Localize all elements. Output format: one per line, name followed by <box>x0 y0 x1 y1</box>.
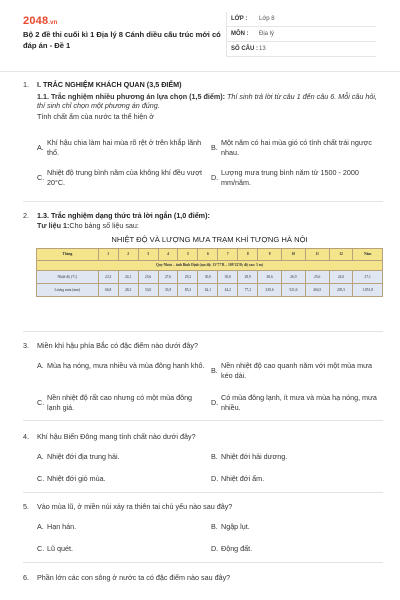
table-cell: 62,1 <box>198 284 218 297</box>
option-text: Nhiệt đới gió mùa. <box>47 474 106 483</box>
option-d[interactable] <box>211 168 381 187</box>
section-title: I. TRẮC NGHIỆM KHÁCH QUAN (3,5 ĐIỂM) <box>37 80 182 89</box>
table-cell: 33,9 <box>158 284 178 297</box>
table-cell: 33,0 <box>138 284 158 297</box>
table-row <box>37 271 383 284</box>
option-b[interactable] <box>211 361 381 380</box>
question-text: Tính chất ẩm của nước ta thể hiện ở <box>37 112 154 122</box>
logo-tld: .vn <box>48 20 58 26</box>
table-header-cell: 11 <box>305 249 329 261</box>
divider <box>23 562 383 563</box>
meta-key: LỚP : <box>231 15 248 22</box>
option-c[interactable] <box>37 544 207 554</box>
subsection-title: 1.1. Trắc nghiệm nhiều phương án lựa chọn (1,5 điểm): <box>37 91 226 101</box>
table-cell: 77,2 <box>238 284 258 297</box>
option-letter: D. <box>211 397 219 407</box>
exam-title: Bộ 2 đề thi cuối kì 1 Địa lý 8 Cánh diều cấu trúc mới có đáp án - Đề 1 <box>23 30 221 50</box>
question-number: 5. <box>23 502 29 511</box>
table-header-cell: 6 <box>198 249 218 261</box>
table-cell: 24,0 <box>329 271 353 284</box>
divider <box>23 420 383 421</box>
table-cell: 66,8 <box>98 284 118 297</box>
table-header-cell: 1 <box>98 249 118 261</box>
option-letter: C. <box>37 397 45 407</box>
climate-table <box>36 248 383 297</box>
option-d[interactable] <box>211 544 381 554</box>
table-cell: 23,3 <box>98 271 118 284</box>
divider <box>23 492 383 493</box>
table-header-cell: Tháng <box>37 249 99 261</box>
option-b[interactable] <box>211 138 381 157</box>
table-cell: 1.851,8 <box>353 284 383 297</box>
table-station-row <box>37 261 383 271</box>
table-header-cell: 9 <box>258 249 282 261</box>
table-header-cell: 2 <box>118 249 138 261</box>
option-text: Một năm có hai mùa gió có tính chất trái ngược nhau. <box>221 138 372 157</box>
option-c[interactable] <box>37 168 207 187</box>
option-letter: A. <box>37 142 44 152</box>
option-text: Nhiệt đới ẩm. <box>221 474 265 483</box>
question-text: Khí hậu Biển Đông mang tính chất nào dưới đây? <box>37 432 196 441</box>
table-cell: 44,2 <box>218 284 238 297</box>
question-number: 6. <box>23 573 29 582</box>
meta-row-class <box>227 12 376 27</box>
page-header <box>0 0 400 72</box>
option-text: Khí hậu chia làm hai mùa rõ rệt ở trên khắp lãnh thổ. <box>47 138 202 157</box>
table-cell: 85,2 <box>178 284 198 297</box>
data-table-block <box>36 235 383 297</box>
option-text: Động đất. <box>221 544 253 553</box>
option-letter: B. <box>211 365 218 375</box>
option-text: Nền nhiệt độ rất cao nhưng có một mùa đông lạnh giá. <box>47 393 193 412</box>
table-cell: 25,6 <box>138 271 158 284</box>
option-text: Ngập lụt. <box>221 522 250 531</box>
table-header-cell: 5 <box>178 249 198 261</box>
question-number: 4. <box>23 432 29 441</box>
table-row-label: Lượng mưa (mm) <box>37 284 99 297</box>
station-cell: Quy Nhơn – tỉnh Bình Định (tọa độ: 13°77'B – 109°22'Đ; độ cao: 5 m) <box>37 261 383 271</box>
table-header-cell: 4 <box>158 249 178 261</box>
question-number: 2. <box>23 211 29 220</box>
table-cell: 29,9 <box>238 271 258 284</box>
table-header-cell: 8 <box>238 249 258 261</box>
section-title: 1.3. Trắc nghiệm dạng thức trả lời ngắn (1,0 điểm): <box>37 211 210 220</box>
table-cell: 26,9 <box>282 271 306 284</box>
option-b[interactable] <box>211 522 381 532</box>
table-cell: 28,2 <box>118 284 138 297</box>
option-text: Mùa hạ nóng, mưa nhiều và mùa đông hanh khô. <box>47 361 205 370</box>
divider <box>23 201 383 202</box>
site-logo[interactable] <box>23 14 58 29</box>
question-text: Miền khí hậu phía Bắc có đặc điểm nào dưới đây? <box>37 341 198 350</box>
table-header-row <box>37 249 383 261</box>
table-header-cell: 7 <box>218 249 238 261</box>
question-number: 1. <box>23 80 29 89</box>
option-letter: C. <box>37 474 45 483</box>
source-line <box>37 221 382 231</box>
table-header-cell: Năm <box>353 249 383 261</box>
option-c[interactable] <box>37 474 207 484</box>
subsection-note: Thí sinh trả lời từ câu 1 đến câu 6. Mỗi câu hỏi, thí sinh chỉ chọn một phương án đúng. <box>37 91 377 111</box>
option-a[interactable] <box>37 452 207 462</box>
option-text: Lượng mưa trung bình năm từ 1500 - 2000 mm/năm. <box>221 168 359 187</box>
question-text: Vào mùa lũ, ở miền núi xảy ra thiên tai chủ yếu nào sau đây? <box>37 502 233 511</box>
table-header-cell: 12 <box>329 249 353 261</box>
table-cell: 24,1 <box>118 271 138 284</box>
divider <box>23 331 383 332</box>
option-letter: B. <box>211 142 218 152</box>
table-cell: 29,2 <box>178 271 198 284</box>
option-c[interactable] <box>37 393 207 412</box>
source-text: Cho bảng số liệu sau: <box>69 220 139 230</box>
table-row <box>37 284 383 297</box>
option-letter: A. <box>37 452 44 461</box>
section-instruction <box>37 92 382 111</box>
table-cell: 27,6 <box>158 271 178 284</box>
logo-text: 2048 <box>23 15 49 27</box>
option-text: Hạn hán. <box>47 522 77 531</box>
option-letter: D. <box>211 474 219 483</box>
option-b[interactable] <box>211 452 381 462</box>
exam-meta <box>226 12 376 57</box>
option-text: Nhiệt đới hải dương. <box>221 452 288 461</box>
option-letter: B. <box>211 452 218 461</box>
question-text: Phần lớn các con sông ở nước ta có đặc điểm nào sau đây? <box>37 573 231 582</box>
table-cell: 464,5 <box>305 284 329 297</box>
meta-value: Lớp 8 <box>259 15 275 22</box>
option-text: Nhiệt độ trung bình năm của không khí đều vượt 20°C. <box>47 168 202 187</box>
option-a[interactable] <box>37 522 207 532</box>
table-cell: 27,1 <box>353 271 383 284</box>
table-cell: 30,0 <box>218 271 238 284</box>
table-cell: 205,5 <box>329 284 353 297</box>
table-cell: 25,6 <box>305 271 329 284</box>
table-header-cell: 10 <box>282 249 306 261</box>
table-header-cell: 3 <box>138 249 158 261</box>
option-letter: C. <box>37 544 45 553</box>
meta-row-count <box>227 42 376 57</box>
option-letter: A. <box>37 361 44 370</box>
option-a[interactable] <box>37 361 207 371</box>
table-row-label: Nhiệt độ (°C) <box>37 271 99 284</box>
option-text: Nền nhiệt độ cao quanh năm với một mùa mưa kéo dài. <box>221 361 372 380</box>
table-caption: NHIỆT ĐỘ VÀ LƯỢNG MƯA TRẠM KHÍ TƯỢNG HÀ NỘI <box>111 235 308 244</box>
option-letter: D. <box>211 172 219 182</box>
option-letter: C. <box>37 172 45 182</box>
meta-value: Địa lý <box>259 30 275 37</box>
option-text: Nhiệt đới địa trung hải. <box>47 452 120 461</box>
option-d[interactable] <box>211 474 381 484</box>
table-cell: 521,6 <box>282 284 306 297</box>
meta-key: MÔN : <box>231 30 249 37</box>
option-letter: D. <box>211 544 219 553</box>
option-letter: B. <box>211 522 218 531</box>
table-cell: 28,6 <box>258 271 282 284</box>
question-body <box>37 211 382 230</box>
option-letter: A. <box>37 522 44 531</box>
option-d[interactable] <box>211 393 381 412</box>
meta-key: SỐ CÂU : <box>231 45 258 52</box>
question-body <box>37 80 382 122</box>
meta-value: 13 <box>259 45 266 52</box>
question-number: 3. <box>23 341 29 350</box>
option-a[interactable] <box>37 138 207 157</box>
option-text: Có mùa đông lạnh, ít mưa và mùa hạ nóng, mưa nhiều. <box>221 393 377 412</box>
table-cell: 30,0 <box>198 271 218 284</box>
option-text: Lũ quét. <box>47 544 73 553</box>
source-label: Tư liệu 1: <box>37 220 70 230</box>
meta-row-subject <box>227 27 376 42</box>
table-cell: 230,6 <box>258 284 282 297</box>
